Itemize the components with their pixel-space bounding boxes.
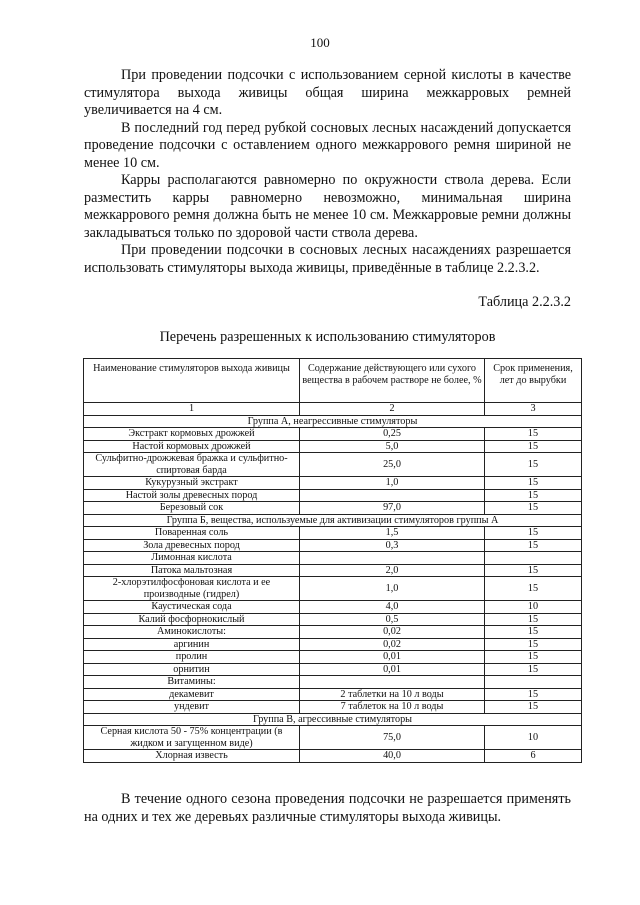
table-row	[84, 663, 582, 676]
table-row	[84, 577, 582, 601]
stimulator-name-cell: Аминокислоты:	[84, 626, 300, 639]
concentration-cell: 2 таблетки на 10 л воды	[300, 688, 485, 701]
table-row	[84, 651, 582, 664]
col-number-3: 3	[485, 403, 582, 416]
paragraph-2: В последний год перед рубкой сосновых лесных насаждений допускается проведение подсочки с оставлением одного межкаррового ремня шириной не менее 10 см.	[84, 119, 571, 171]
table-row	[84, 453, 582, 477]
stimulator-name-cell: Зола древесных пород	[84, 539, 300, 552]
term-cell: 6	[485, 750, 582, 763]
paragraph-4: При проведении подсочки в сосновых лесных насаждениях разрешается использовать стимуляторы выхода живицы, приведённые в таблице 2.2.3.2.	[84, 242, 571, 276]
group-a-row	[84, 415, 582, 428]
closing-paragraph: В течение одного сезона проведения подсочки не разрешается применять на одних и тех же деревьях различные стимуляторы выхода живицы.	[84, 791, 571, 825]
term-cell: 15	[485, 440, 582, 453]
term-cell: 15	[485, 502, 582, 515]
header-name: Наименование стимуляторов выхода живицы	[84, 359, 300, 403]
stimulator-name-cell: ундевит	[84, 701, 300, 714]
concentration-cell	[300, 676, 485, 689]
paragraph-3: Карры располагаются равномерно по окружности ствола дерева. Если разместить карры равномерно невозможно, минимальная ширина межкаррового ремня должна быть не менее 10 см. Межкарровые ремни должны закладываться только по здоровой части ствола дерева.	[84, 172, 571, 241]
header-term: Срок применения, лет до вырубки	[485, 359, 582, 403]
term-cell: 15	[485, 564, 582, 577]
paragraph-1: При проведении подсочки с использованием серной кислоты в качестве стимулятора выхода живицы общая ширина межкарровых ремней увеличивается на 4 см.	[84, 67, 571, 118]
stimulator-name-cell: 2-хлорэтилфосфоновая кислота и ее производные (гидрел)	[84, 577, 300, 601]
table-row	[84, 477, 582, 490]
stimulator-name-cell: Витамины:	[84, 676, 300, 689]
term-cell: 15	[485, 489, 582, 502]
group-c-title: Группа В, агрессивные стимуляторы	[84, 713, 582, 726]
table-caption: Перечень разрешенных к использованию стимуляторов	[159, 329, 496, 345]
stimulator-name-cell: аргинин	[84, 638, 300, 651]
table-row	[84, 539, 582, 552]
concentration-cell: 1,0	[300, 477, 485, 490]
stimulator-name-cell: Настой кормовых дрожжей	[84, 440, 300, 453]
concentration-cell: 4,0	[300, 601, 485, 614]
concentration-cell: 1,0	[300, 577, 485, 601]
term-cell: 10	[485, 726, 582, 750]
stimulator-name-cell: пролин	[84, 651, 300, 664]
concentration-cell: 1,5	[300, 527, 485, 540]
stimulator-name-cell: Патока мальтозная	[84, 564, 300, 577]
term-cell	[485, 552, 582, 565]
table-row	[84, 638, 582, 651]
term-cell: 15	[485, 527, 582, 540]
concentration-cell: 0,5	[300, 613, 485, 626]
table-row	[84, 601, 582, 614]
term-cell: 15	[485, 638, 582, 651]
stimulator-name-cell: Хлорная известь	[84, 750, 300, 763]
col-number-2: 2	[300, 403, 485, 416]
column-numbers-row	[84, 403, 582, 416]
stimulator-name-cell: Настой золы древесных пород	[84, 489, 300, 502]
stimulator-name-cell: Сульфитно-дрожжевая бражка и сульфитно-спиртовая барда	[84, 453, 300, 477]
group-c-row	[84, 713, 582, 726]
concentration-cell: 7 таблеток на 10 л воды	[300, 701, 485, 714]
stimulator-name-cell: декамевит	[84, 688, 300, 701]
col-number-1: 1	[84, 403, 300, 416]
stimulator-name-cell: Калий фосфорнокислый	[84, 613, 300, 626]
table-row	[84, 688, 582, 701]
concentration-cell: 0,01	[300, 651, 485, 664]
body-text	[84, 67, 571, 277]
concentration-cell: 0,25	[300, 428, 485, 441]
concentration-cell: 5,0	[300, 440, 485, 453]
term-cell: 15	[485, 477, 582, 490]
term-cell: 15	[485, 626, 582, 639]
concentration-cell: 0,02	[300, 626, 485, 639]
concentration-cell: 0,01	[300, 663, 485, 676]
header-content: Содержание действующего или сухого вещества в рабочем растворе не более, %	[300, 359, 485, 403]
concentration-cell: 2,0	[300, 564, 485, 577]
term-cell: 15	[485, 651, 582, 664]
stimulator-name-cell: Серная кислота 50 - 75% концентрации (в жидком и загущенном виде)	[84, 726, 300, 750]
table-row	[84, 726, 582, 750]
term-cell: 15	[485, 613, 582, 626]
table-row	[84, 613, 582, 626]
term-cell: 15	[485, 663, 582, 676]
table-row	[84, 750, 582, 763]
table-row	[84, 489, 582, 502]
concentration-cell: 97,0	[300, 502, 485, 515]
stimulators-table	[83, 358, 582, 763]
term-cell: 15	[485, 453, 582, 477]
group-b-row	[84, 514, 582, 527]
group-b-title: Группа Б, вещества, используемые для активизации стимуляторов группы А	[84, 514, 582, 527]
stimulator-name-cell: Березовый сок	[84, 502, 300, 515]
group-a-title: Группа А, неагрессивные стимуляторы	[84, 415, 582, 428]
table-number: Таблица 2.2.3.2	[478, 294, 571, 310]
table-row	[84, 676, 582, 689]
table-row	[84, 552, 582, 565]
term-cell	[485, 676, 582, 689]
stimulator-name-cell: Каустическая сода	[84, 601, 300, 614]
table-header-row	[84, 359, 582, 403]
term-cell: 15	[485, 539, 582, 552]
term-cell: 15	[485, 688, 582, 701]
concentration-cell	[300, 552, 485, 565]
concentration-cell: 0,02	[300, 638, 485, 651]
table-row	[84, 502, 582, 515]
table-row	[84, 564, 582, 577]
table-row	[84, 701, 582, 714]
term-cell: 15	[485, 428, 582, 441]
table-row	[84, 440, 582, 453]
concentration-cell: 25,0	[300, 453, 485, 477]
concentration-cell: 75,0	[300, 726, 485, 750]
term-cell: 15	[485, 577, 582, 601]
table-row	[84, 428, 582, 441]
concentration-cell: 0,3	[300, 539, 485, 552]
stimulator-name-cell: Кукурузный экстракт	[84, 477, 300, 490]
term-cell: 15	[485, 701, 582, 714]
stimulator-name-cell: Лимонная кислота	[84, 552, 300, 565]
stimulator-name-cell: Экстракт кормовых дрожжей	[84, 428, 300, 441]
stimulator-name-cell: Поваренная соль	[84, 527, 300, 540]
page-number: 100	[310, 35, 330, 50]
term-cell: 10	[485, 601, 582, 614]
closing-text	[84, 791, 571, 826]
concentration-cell: 40,0	[300, 750, 485, 763]
table-row	[84, 626, 582, 639]
concentration-cell	[300, 489, 485, 502]
stimulator-name-cell: орнитин	[84, 663, 300, 676]
table-row	[84, 527, 582, 540]
